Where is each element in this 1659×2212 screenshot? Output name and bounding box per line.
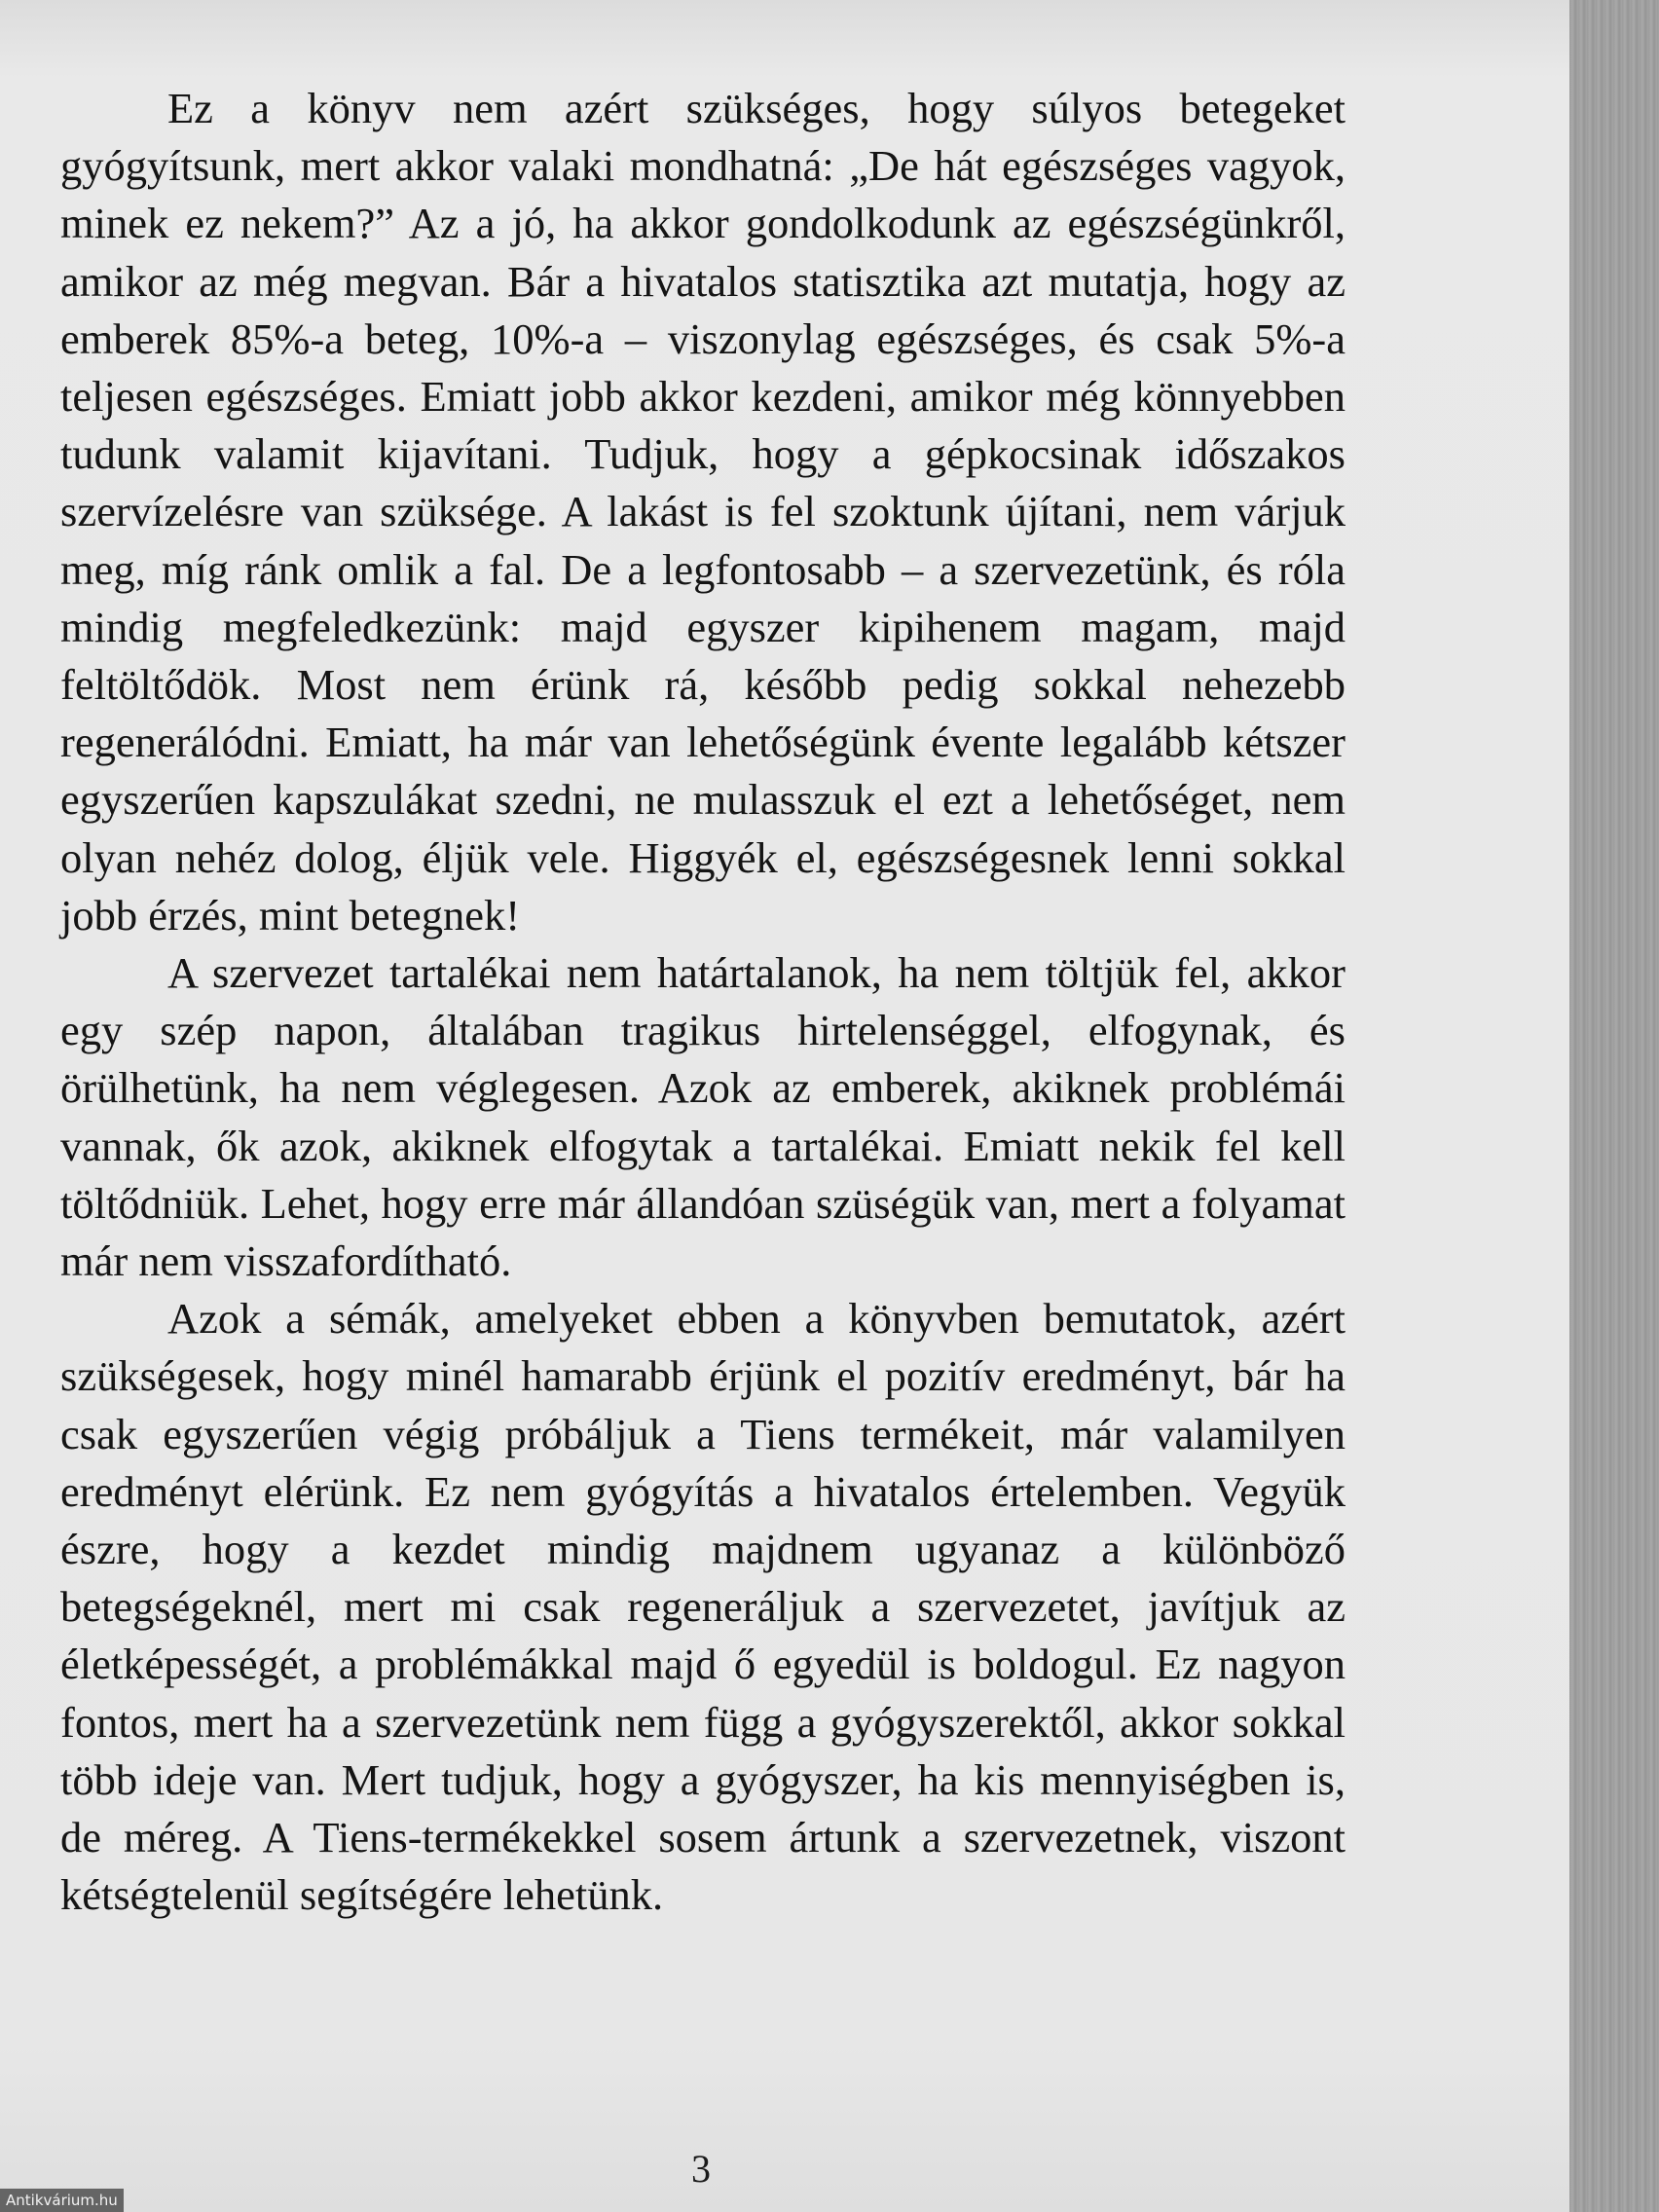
paragraph-3: Azok a sémák, amelyeket ebben a könyvben bemutatok, azért szükségesek, hogy minél hamarabb érjünk el pozitív eredményt, bár ha csak egyszerűen végig próbáljuk a Tiens termékeit, már valamilyen eredményt elérünk. Ez nem gyógyítás a hivatalos értelemben. Vegyük észre, hogy a kezdet mindig majdnem ugyanaz a különböző betegségeknél, mert mi csak regeneráljuk a szervezetet, javítjuk az életképességét, a problémákkal majd ő egyedül is boldogul. Ez nagyon fontos, mert ha a szervezetünk nem függ a gyógyszerektől, akkor sokkal több ideje van. Mert tudjuk, hogy a gyógyszer, ha kis mennyiségben is, de méreg. A Tiens-termékekkel sosem ártunk a szervezetnek, viszont kétségtelenül segítségére lehetünk. [60,1294,1346,1920]
page-stack-edge [1569,0,1659,2212]
paragraph-2: A szervezet tartalékai nem határtalanok, ha nem töltjük fel, akkor egy szép napon, általában tragikus hirtelenséggel, elfogynak, és örülhetünk, ha nem véglegesen. Azok az emberek, akiknek problémái vannak, ők azok, akiknek elfogytak a tartalékai. Emiatt nekik fel kell töltődniük. Lehet, hogy erre már állandóan szüségük van, mert a folyamat már nem visszafordítható. [60,948,1346,1286]
page-number: 3 [691,2147,711,2191]
paragraph-1: Ez a könyv nem azért szükséges, hogy súlyos betegeket gyógyítsunk, mert akkor valaki mondhatná: „De hát egészséges vagyok, minek ez nekem?” Az a jó, ha akkor gondolkodunk az egészségünkről, amikor az még megvan. Bár a hivatalos statisztika azt mutatja, hogy az emberek 85%-a beteg, 10%-a – viszonylag egészséges, és csak 5%-a teljesen egészséges. Emiatt jobb akkor kezdeni, amikor még könnyebben tudunk valamit kijavítani. Tudjuk, hogy a gépkocsinak időszakos szervízelésre van szüksége. A lakást is fel szoktunk újítani, nem várjuk meg, míg ránk omlik a fal. De a legfontosabb – a szervezetünk, és róla mindig megfeledkezünk: majd egyszer kipihenem magam, majd feltöltődök. Most nem érünk rá, később pedig sokkal nehezebb regenerálódni. Emiatt, ha már van lehetőségünk évente legalább kétszer egyszerűen kapszulákat szedni, ne mulasszuk el ezt a lehetőséget, nem olyan nehéz dolog, éljük vele. Higgyék el, egészségesnek lenni sokkal jobb érzés, mint betegnek! [60,84,1346,940]
watermark: Antikvárium.hu [0,2189,124,2212]
body-text [60,80,1346,1925]
